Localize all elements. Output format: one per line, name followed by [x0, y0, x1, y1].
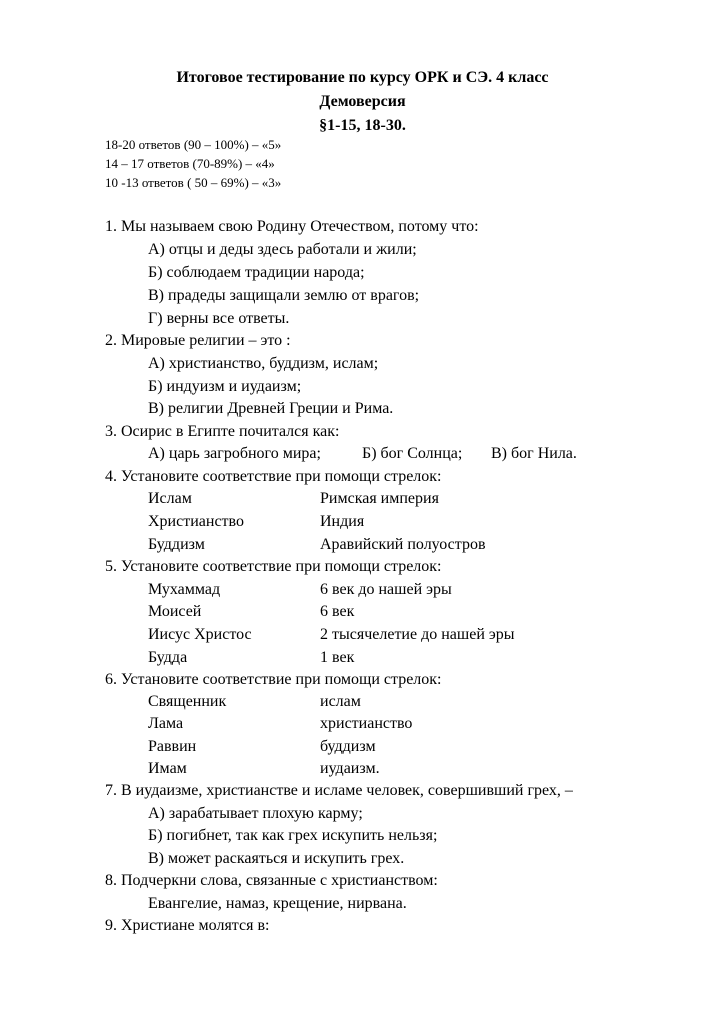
- question-6-left-4: Имам: [148, 760, 187, 777]
- question-1-option-b: Б) соблюдаем традиции народа;: [148, 264, 365, 281]
- question-8-words: Евангелие, намаз, крещение, нирвана.: [148, 895, 407, 912]
- question-5-right-2: 6 век: [320, 603, 355, 620]
- question-7-option-b: Б) погибнет, так как грех искупить нельзя;: [148, 827, 438, 844]
- question-5-right-3: 2 тысячелетие до нашей эры: [320, 626, 515, 643]
- question-4-left-1: Ислам: [148, 490, 192, 507]
- question-1-option-a: А) отцы и деды здесь работали и жили;: [148, 241, 417, 258]
- question-5-left-1: Мухаммад: [148, 581, 221, 598]
- question-6-left-3: Раввин: [148, 738, 197, 755]
- question-7: 7. В иудаизме, христианстве и исламе человек, совершивший грех, –: [105, 782, 573, 799]
- question-5-left-4: Будда: [148, 649, 188, 666]
- question-7-option-c: В) может раскаяться и искупить грех.: [148, 850, 405, 867]
- question-2: 2. Мировые религии – это :: [105, 332, 291, 349]
- question-6-right-1: ислам: [320, 693, 361, 710]
- page-title: Итоговое тестирование по курсу ОРК и СЭ. 4 класс: [176, 69, 549, 86]
- question-3-option-a: А) царь загробного мира;: [148, 445, 321, 462]
- grade-criterion-3: 10 -13 ответов ( 50 – 69%) – «3»: [105, 175, 282, 190]
- question-5-left-3: Иисус Христос: [148, 626, 252, 643]
- question-6-left-2: Лама: [148, 715, 184, 732]
- question-6-right-3: буддизм: [320, 738, 376, 755]
- question-6-right-4: иудаизм.: [320, 760, 380, 777]
- question-4-right-1: Римская империя: [320, 490, 439, 507]
- question-4-right-3: Аравийский полуостров: [320, 536, 486, 553]
- question-4-right-2: Индия: [320, 513, 365, 530]
- grade-criterion-5: 18-20 ответов (90 – 100%) – «5»: [105, 137, 282, 152]
- question-5: 5. Установите соответствие при помощи стрелок:: [105, 558, 442, 575]
- question-1: 1. Мы называем свою Родину Отечеством, потому что:: [105, 218, 479, 235]
- question-4-left-2: Христианство: [148, 513, 244, 530]
- page-subtitle: Демоверсия: [319, 93, 406, 110]
- question-1-option-c: В) прадеды защищали землю от врагов;: [148, 287, 420, 304]
- question-3-option-c: В) бог Нила.: [491, 445, 577, 462]
- question-5-right-4: 1 век: [320, 649, 355, 666]
- question-9: 9. Христиане молятся в:: [105, 917, 270, 934]
- grade-criterion-4: 14 – 17 ответов (70-89%) – «4»: [105, 156, 275, 171]
- question-2-option-b: Б) индуизм и иудаизм;: [148, 378, 302, 395]
- question-5-right-1: 6 век до нашей эры: [320, 581, 452, 598]
- question-4: 4. Установите соответствие при помощи стрелок:: [105, 468, 442, 485]
- question-4-left-3: Буддизм: [148, 536, 205, 553]
- question-3-option-b: Б) бог Солнца;: [362, 445, 463, 462]
- question-6-left-1: Священник: [148, 693, 227, 710]
- question-1-option-d: Г) верны все ответы.: [148, 310, 290, 327]
- question-5-left-2: Моисей: [148, 603, 202, 620]
- question-7-option-a: А) зарабатывает плохую карму;: [148, 805, 363, 822]
- sections-range: §1-15, 18-30.: [319, 117, 406, 134]
- question-2-option-a: А) христианство, буддизм, ислам;: [148, 355, 379, 372]
- question-6: 6. Установите соответствие при помощи стрелок:: [105, 671, 442, 688]
- question-2-option-c: В) религии Древней Греции и Рима.: [148, 400, 394, 417]
- question-3: 3. Осирис в Египте почитался как:: [105, 423, 340, 440]
- question-8: 8. Подчеркни слова, связанные с христианством:: [105, 872, 438, 889]
- question-6-right-2: христианство: [320, 715, 413, 732]
